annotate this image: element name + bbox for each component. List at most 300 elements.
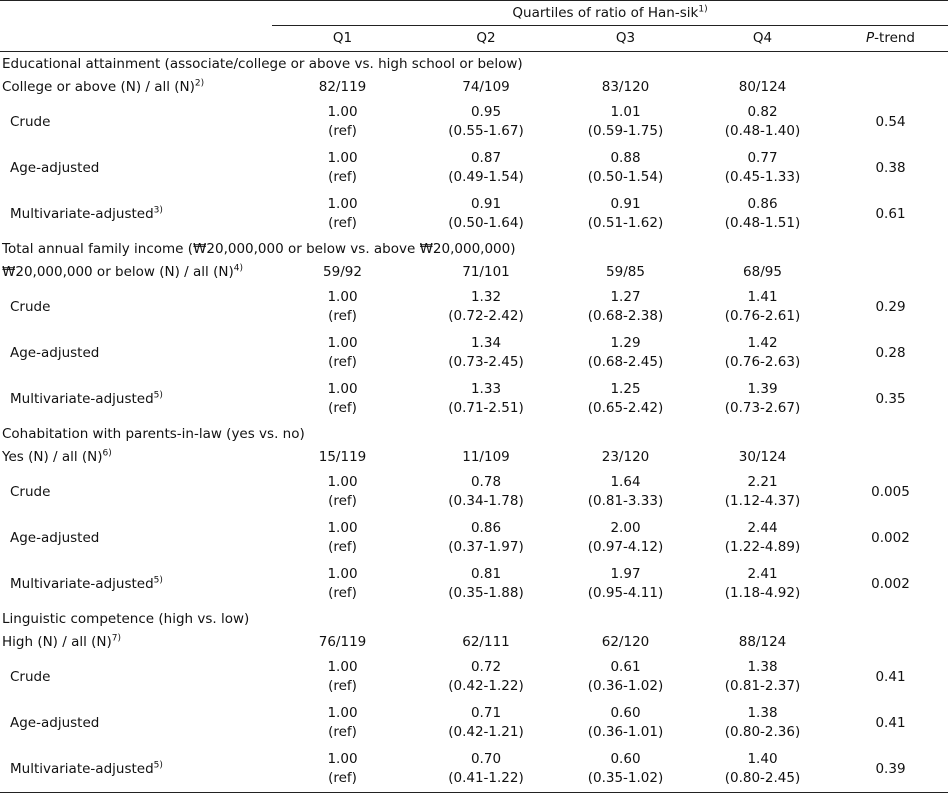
odds-ratio: 0.60 (610, 751, 641, 767)
estimate-cell-q1 (272, 654, 413, 700)
estimate-row-label (0, 700, 272, 746)
confidence-interval: (ref) (328, 678, 357, 694)
estimate-cell-content (588, 288, 664, 326)
odds-ratio: 2.44 (747, 520, 778, 536)
confidence-interval: (0.45-1.33) (724, 169, 801, 185)
estimate-label-text: Multivariate-adjusted (10, 205, 154, 222)
count-cell-q1: 76/119 (318, 634, 367, 650)
estimate-row (0, 469, 948, 515)
confidence-interval: (ref) (328, 770, 357, 786)
estimate-cell-content (448, 704, 524, 742)
confidence-interval: (0.36-1.01) (587, 724, 664, 740)
estimate-cell-q4 (692, 561, 833, 607)
quartiles-header (272, 1, 948, 26)
odds-ratio: 0.88 (610, 150, 641, 166)
count-label-text: College or above (N) / all (N) (2, 79, 195, 95)
odds-ratio: 0.72 (470, 659, 502, 675)
confidence-interval: (0.50-1.54) (587, 169, 664, 185)
estimate-cell-content (588, 704, 664, 742)
estimate-cell-content (448, 519, 524, 557)
count-label-footnote: 2) (194, 78, 205, 89)
estimate-cell-q1 (272, 469, 413, 515)
count-cell-q1: 82/119 (318, 79, 367, 95)
estimate-cell-q3 (559, 700, 692, 746)
estimate-cell-q4 (692, 700, 833, 746)
count-label-text: Yes (N) / all (N) (2, 449, 103, 465)
estimate-label-footnote: 3) (153, 205, 163, 215)
estimate-cell-content (725, 334, 801, 372)
estimate-cell-content (327, 658, 357, 696)
odds-ratio: 1.25 (610, 381, 641, 397)
odds-ratio: 1.27 (610, 289, 641, 305)
confidence-interval: (ref) (328, 215, 357, 231)
estimate-label-text: Multivariate-adjusted (10, 390, 154, 407)
estimate-cell-content (588, 519, 664, 557)
estimate-cell-q3 (559, 376, 692, 422)
confidence-interval: (0.76-2.61) (724, 308, 801, 324)
count-cell-ptrend (833, 446, 948, 469)
estimate-cell-q1 (272, 376, 413, 422)
confidence-interval: (0.41-1.22) (448, 770, 524, 786)
confidence-interval: (0.59-1.75) (587, 123, 664, 139)
estimate-label-text: Age-adjusted (10, 159, 100, 176)
estimate-cell-q2 (413, 561, 559, 607)
estimate-cell-content (327, 288, 357, 326)
estimate-cell-q3 (559, 469, 692, 515)
estimate-cell-content (725, 473, 801, 511)
odds-ratio: 1.00 (327, 196, 358, 212)
estimate-cell-q2 (413, 746, 559, 793)
ptrend-value: 0.28 (875, 344, 906, 361)
confidence-interval: (1.12-4.37) (724, 493, 801, 509)
confidence-interval: (0.81-2.37) (724, 678, 801, 694)
count-cell-q2: 71/101 (462, 264, 510, 280)
estimate-cell-content (725, 704, 801, 742)
odds-ratio: 0.78 (470, 474, 502, 490)
estimate-cell-q4 (692, 284, 833, 330)
estimate-row-label (0, 145, 272, 191)
confidence-interval: (0.34-1.78) (448, 493, 524, 509)
odds-ratio: 0.91 (470, 196, 502, 212)
ptrend-value: 0.38 (875, 159, 906, 176)
count-cell-q4: 68/95 (743, 264, 782, 280)
estimate-cell-q1 (272, 99, 413, 145)
estimate-cell-q1 (272, 284, 413, 330)
odds-ratio: 1.38 (747, 705, 778, 721)
section-title: Linguistic competence (high vs. low) (2, 610, 250, 627)
confidence-interval: (0.80-2.36) (724, 724, 801, 740)
odds-ratio: 0.70 (470, 751, 502, 767)
estimate-cell-content (588, 195, 664, 233)
estimate-cell-content (327, 750, 357, 788)
estimate-row (0, 561, 948, 607)
odds-ratio: 0.81 (470, 566, 502, 582)
ptrend-value: 0.002 (871, 575, 910, 592)
column-header-q2: Q2 (413, 26, 559, 52)
ptrend-value: 0.41 (875, 668, 906, 685)
estimate-cell-content (327, 565, 357, 603)
table-body (0, 52, 948, 793)
count-cell-q2: 62/111 (462, 634, 510, 650)
ptrend-value: 0.35 (875, 390, 906, 407)
count-cell-ptrend (833, 261, 948, 284)
estimate-cell-q1 (272, 145, 413, 191)
estimate-cell-q2 (413, 99, 559, 145)
odds-ratio: 1.34 (470, 335, 502, 351)
odds-ratio: 0.61 (610, 659, 641, 675)
ptrend-value: 0.002 (871, 529, 910, 546)
estimate-row-label (0, 330, 272, 376)
ptrend-value: 0.005 (871, 483, 910, 500)
count-label-footnote: 6) (102, 448, 112, 459)
estimate-cell-content (327, 334, 357, 372)
estimate-cell-content (588, 149, 664, 187)
odds-ratio: 0.86 (747, 196, 778, 212)
count-cell-q4: 88/124 (738, 634, 787, 650)
estimate-row (0, 654, 948, 700)
estimate-label-footnote: 5) (153, 390, 163, 400)
estimate-cell-content (448, 195, 524, 233)
odds-ratio: 1.00 (327, 150, 358, 166)
estimate-cell-content (448, 565, 524, 603)
estimate-cell-q1 (272, 191, 413, 237)
odds-ratio: 1.00 (327, 381, 358, 397)
estimate-label-footnote: 5) (153, 760, 163, 770)
count-row (0, 446, 948, 469)
confidence-interval: (ref) (328, 169, 357, 185)
estimate-label-text: Crude (10, 298, 51, 315)
odds-ratio: 1.00 (327, 751, 358, 767)
estimate-cell-q3 (559, 654, 692, 700)
estimate-cell-q3 (559, 746, 692, 793)
estimate-row (0, 191, 948, 237)
estimate-cell-content (448, 750, 524, 788)
count-row (0, 631, 948, 654)
confidence-interval: (0.73-2.45) (448, 354, 524, 370)
estimate-cell-q3 (559, 330, 692, 376)
confidence-interval: (0.42-1.22) (448, 678, 524, 694)
estimate-cell-content (588, 565, 664, 603)
estimate-row (0, 145, 948, 191)
estimate-cell-q3 (559, 515, 692, 561)
odds-ratio: 1.64 (610, 474, 641, 490)
estimate-cell-content (327, 195, 357, 233)
confidence-interval: (1.18-4.92) (724, 585, 801, 601)
count-cell-q4: 30/124 (738, 449, 787, 465)
ptrend-rest: -trend (874, 30, 916, 46)
confidence-interval: (0.51-1.62) (587, 215, 664, 231)
odds-ratio: 0.86 (470, 520, 502, 536)
ptrend-value: 0.61 (875, 205, 906, 222)
odds-ratio: 1.38 (747, 659, 778, 675)
odds-ratio: 1.00 (327, 659, 358, 675)
count-cell-q2: 74/109 (462, 79, 510, 95)
estimate-row-label (0, 561, 272, 607)
confidence-interval: (ref) (328, 539, 357, 555)
count-cell-q1: 15/119 (318, 449, 367, 465)
odds-ratio: 0.91 (610, 196, 641, 212)
estimate-cell-q3 (559, 145, 692, 191)
estimate-cell-q4 (692, 515, 833, 561)
estimate-label-text: Multivariate-adjusted (10, 760, 154, 777)
odds-ratio: 1.33 (470, 381, 502, 397)
estimate-cell-q1 (272, 700, 413, 746)
odds-ratio: 1.39 (747, 381, 778, 397)
estimate-cell-content (448, 149, 524, 187)
section-title: Total annual family income (₩20,000,000 or below vs. above ₩20,000,000) (2, 240, 516, 257)
estimate-cell-content (448, 334, 524, 372)
estimate-cell-q4 (692, 330, 833, 376)
confidence-interval: (0.68-2.45) (587, 354, 664, 370)
estimate-cell-content (725, 149, 801, 187)
estimate-cell-q4 (692, 746, 833, 793)
section-title: Educational attainment (associate/college or above vs. high school or below) (2, 55, 523, 72)
estimate-cell-content (725, 658, 801, 696)
estimate-cell-content (327, 704, 357, 742)
estimate-cell-content (448, 288, 524, 326)
section-header-row (0, 422, 948, 446)
confidence-interval: (ref) (328, 354, 357, 370)
estimate-cell-q3 (559, 99, 692, 145)
confidence-interval: (ref) (328, 400, 357, 416)
estimate-cell-q1 (272, 330, 413, 376)
estimate-cell-content (327, 149, 357, 187)
confidence-interval: (ref) (328, 585, 357, 601)
estimate-cell-content (588, 750, 664, 788)
estimate-cell-content (448, 658, 524, 696)
count-row-label (0, 261, 272, 284)
estimate-cell-content (588, 658, 664, 696)
ptrend-value: 0.29 (875, 298, 906, 315)
estimate-label-text: Crude (10, 668, 51, 685)
header-blank-cell (0, 1, 272, 26)
estimate-cell-content (725, 519, 801, 557)
confidence-interval: (0.55-1.67) (448, 123, 524, 139)
estimate-cell-q2 (413, 145, 559, 191)
estimate-row-label (0, 191, 272, 237)
odds-ratio: 1.00 (327, 474, 358, 490)
estimate-cell-q2 (413, 376, 559, 422)
estimate-row-label (0, 515, 272, 561)
odds-ratio: 0.82 (747, 104, 778, 120)
estimate-cell-content (448, 473, 524, 511)
estimate-row-label (0, 99, 272, 145)
confidence-interval: (0.80-2.45) (724, 770, 801, 786)
confidence-interval: (ref) (328, 308, 357, 324)
odds-ratio: 1.00 (327, 289, 358, 305)
estimate-cell-content (448, 103, 524, 141)
quartiles-header-footnote: 1) (698, 4, 708, 14)
odds-ratio: 0.71 (470, 705, 502, 721)
estimate-cell-content (725, 380, 801, 418)
confidence-interval: (0.95-4.11) (587, 585, 664, 601)
ptrend-value: 0.39 (833, 746, 948, 793)
estimate-cell-content (725, 195, 801, 233)
confidence-interval: (0.97-4.12) (587, 539, 664, 555)
estimate-label-text: Multivariate-adjusted (10, 575, 154, 592)
confidence-interval: (0.36-1.02) (587, 678, 664, 694)
estimate-cell-content (327, 380, 357, 418)
estimate-cell-q2 (413, 284, 559, 330)
count-row (0, 261, 948, 284)
count-row-label (0, 76, 272, 99)
estimate-cell-content (725, 750, 801, 788)
estimate-row (0, 284, 948, 330)
odds-ratio: 0.95 (470, 104, 502, 120)
ptrend-value: 0.54 (875, 113, 906, 130)
estimate-cell-q4 (692, 469, 833, 515)
estimate-cell-q4 (692, 654, 833, 700)
estimate-cell-content (725, 103, 801, 141)
confidence-interval: (0.35-1.02) (587, 770, 664, 786)
column-header-q3: Q3 (559, 26, 692, 52)
estimate-cell-content (588, 380, 664, 418)
ptrend-italic: P (866, 30, 875, 46)
count-cell-ptrend (833, 631, 948, 654)
estimate-cell-content (327, 473, 357, 511)
odds-ratio: 1.32 (470, 289, 502, 305)
count-row-label (0, 631, 272, 654)
column-header-ptrend (833, 26, 948, 52)
estimate-label-footnote: 5) (153, 575, 163, 585)
odds-ratio: 2.41 (747, 566, 778, 582)
estimate-row-label (0, 654, 272, 700)
count-row (0, 76, 948, 99)
confidence-interval: (0.49-1.54) (448, 169, 524, 185)
count-cell-ptrend (833, 76, 948, 99)
odds-ratio: 0.77 (747, 150, 778, 166)
estimate-cell-content (327, 103, 357, 141)
estimate-cell-content (448, 380, 524, 418)
estimate-cell-q2 (413, 515, 559, 561)
count-cell-q3: 83/120 (601, 79, 650, 95)
estimate-cell-q4 (692, 376, 833, 422)
estimate-label-text: Crude (10, 113, 51, 130)
estimate-cell-content (725, 565, 801, 603)
odds-ratio: 1.40 (747, 751, 778, 767)
estimate-row (0, 746, 948, 793)
section-header-row (0, 237, 948, 261)
confidence-interval: (0.48-1.40) (724, 123, 801, 139)
estimate-row (0, 99, 948, 145)
estimate-cell-q3 (559, 191, 692, 237)
quartiles-header-text: Quartiles of ratio of Han-sik (512, 4, 699, 21)
count-label-footnote: 4) (233, 263, 243, 274)
confidence-interval: (0.50-1.64) (448, 215, 524, 231)
estimate-cell-q1 (272, 746, 413, 793)
odds-ratio: 2.21 (747, 474, 778, 490)
odds-ratio: 1.42 (747, 335, 778, 351)
ptrend-value: 0.41 (875, 714, 906, 731)
estimate-label-text: Crude (10, 483, 51, 500)
estimate-row (0, 330, 948, 376)
odds-ratio: 1.29 (610, 335, 641, 351)
section-title: Cohabitation with parents-in-law (yes vs. no) (2, 425, 305, 442)
confidence-interval: (0.71-2.51) (448, 400, 524, 416)
count-label-footnote: 7) (111, 633, 122, 644)
header-label-cell (0, 26, 272, 52)
confidence-interval: (0.72-2.42) (448, 308, 524, 324)
estimate-label-text: Age-adjusted (10, 529, 100, 546)
estimate-cell-q3 (559, 561, 692, 607)
count-label-text: ₩20,000,000 or below (N) / all (N) (2, 264, 234, 280)
confidence-interval: (ref) (328, 724, 357, 740)
odds-ratio: 1.00 (327, 566, 358, 582)
header-row-top (0, 1, 948, 26)
confidence-interval: (0.35-1.88) (448, 585, 524, 601)
confidence-interval: (0.37-1.97) (448, 539, 524, 555)
count-cell-q2: 11/109 (462, 449, 510, 465)
estimate-row (0, 515, 948, 561)
section-header-row (0, 52, 948, 77)
confidence-interval: (0.73-2.67) (724, 400, 801, 416)
estimate-cell-q1 (272, 515, 413, 561)
estimate-cell-q2 (413, 469, 559, 515)
estimate-label-text: Age-adjusted (10, 714, 100, 731)
estimate-cell-q4 (692, 99, 833, 145)
estimate-cell-content (588, 473, 664, 511)
odds-ratio: 1.00 (327, 520, 358, 536)
estimate-cell-q4 (692, 191, 833, 237)
estimate-row-label (0, 376, 272, 422)
estimate-row-label (0, 746, 272, 793)
odds-ratio: 1.00 (327, 104, 358, 120)
estimate-cell-q2 (413, 654, 559, 700)
confidence-interval: (0.81-3.33) (587, 493, 664, 509)
count-cell-q4: 80/124 (738, 79, 787, 95)
estimate-cell-content (327, 519, 357, 557)
estimate-cell-q1 (272, 561, 413, 607)
odds-ratio: 0.60 (610, 705, 641, 721)
confidence-interval: (0.65-2.42) (587, 400, 664, 416)
odds-ratio: 1.97 (610, 566, 641, 582)
count-label-text: High (N) / all (N) (2, 634, 112, 650)
confidence-interval: (0.68-2.38) (587, 308, 664, 324)
estimate-cell-q2 (413, 330, 559, 376)
estimate-row-label (0, 469, 272, 515)
odds-ratio: 1.01 (610, 104, 641, 120)
confidence-interval: (0.48-1.51) (724, 215, 801, 231)
confidence-interval: (0.42-1.21) (448, 724, 524, 740)
odds-ratio: 0.87 (470, 150, 502, 166)
odds-ratio: 1.41 (747, 289, 778, 305)
confidence-interval: (1.22-4.89) (724, 539, 801, 555)
confidence-interval: (0.76-2.63) (724, 354, 801, 370)
estimate-cell-q3 (559, 284, 692, 330)
estimate-cell-q4 (692, 145, 833, 191)
confidence-interval: (ref) (328, 123, 357, 139)
column-header-q1: Q1 (272, 26, 413, 52)
count-cell-q3: 23/120 (601, 449, 650, 465)
count-cell-q1: 59/92 (323, 264, 362, 280)
odds-ratio: 1.00 (327, 705, 358, 721)
header-row-columns (0, 26, 948, 52)
count-cell-q3: 59/85 (606, 264, 645, 280)
column-header-q4: Q4 (692, 26, 833, 52)
odds-ratio: 2.00 (610, 520, 641, 536)
estimate-row-label (0, 284, 272, 330)
section-header-row (0, 607, 948, 631)
estimate-cell-content (588, 103, 664, 141)
estimate-cell-q2 (413, 191, 559, 237)
estimate-cell-q2 (413, 700, 559, 746)
estimate-cell-content (588, 334, 664, 372)
estimate-label-text: Age-adjusted (10, 344, 100, 361)
count-row-label (0, 446, 272, 469)
estimate-cell-content (725, 288, 801, 326)
odds-ratio: 1.00 (327, 335, 358, 351)
estimate-row (0, 700, 948, 746)
